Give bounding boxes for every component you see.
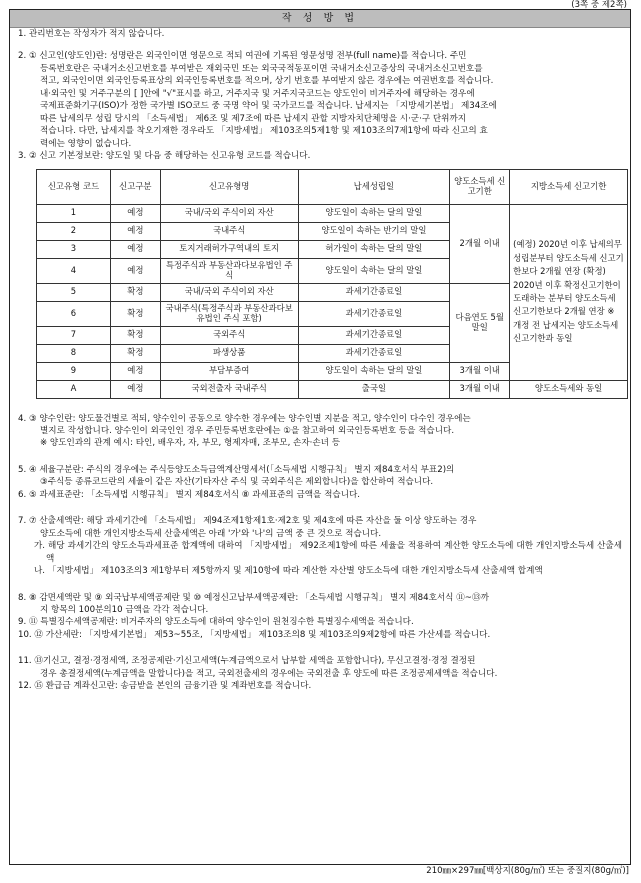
table-cell: 특정주식과 부동산과다보유법인 주식: [160, 258, 298, 283]
instruction-text: 따른 납세의무 성립 당시의 「소득세법」 제6조 및 제7조에 따른 납세지 관할 지방자치단체명을 시·군·구 단위까지: [40, 113, 467, 124]
table-cell: 1: [37, 204, 111, 222]
item-11: [18, 655, 622, 680]
column-header: 신고구분: [110, 169, 160, 204]
item-12: [18, 680, 622, 692]
instruction-text: 나. 「지방세법」 제103조의3 제1항부터 제5항까지 및 제10항에 따라 계산한 자산별 양도소득에 대한 개인지방소득세 산출세액 합계액: [34, 566, 543, 577]
table-cell: 양도일이 속하는 달의 말일: [298, 258, 450, 283]
item-5: [18, 464, 622, 489]
instruction-text: ⑧ 감면세액란 및 ⑨ 외국납부세액공제란 및 ⑩ 예정신고납부세액공제란: 「소득세법 시행규칙」 별지 제84호서식 ⑪~⑬까: [28, 592, 489, 603]
instructions-body: [10, 28, 630, 693]
item-8: [18, 592, 622, 617]
instruction-text: 지 항목의 100분의10 금액을 각각 적습니다.: [40, 604, 209, 615]
table-cell: 국내주식: [160, 222, 298, 240]
table-cell: 양도일이 속하는 반기의 말일: [298, 222, 450, 240]
instruction-text: 4.: [18, 413, 27, 424]
instruction-text: 10.: [18, 629, 32, 640]
table-cell: 양도일이 속하는 달의 말일: [298, 204, 450, 222]
table-cell: 과세기간종료일: [298, 344, 450, 362]
page-number: (3쪽 중 제2쪽): [571, 0, 627, 10]
instruction-text: ② 신고 기본정보란: 양도일 및 다음 중 해당하는 신고유형 코드를 적습니다.: [28, 151, 311, 162]
instruction-text: 적습니다. 다만, 납세지를 착오기재한 경우라도 「지방세법」 제103조의5제1항 및 제103조의7제1항에 따라 신고의 효: [40, 126, 488, 137]
table-cell: 8: [37, 344, 111, 362]
item-2: [18, 50, 622, 150]
item-7: [18, 515, 622, 577]
table-cell: 9: [37, 362, 111, 380]
instruction-text: 9.: [18, 617, 27, 628]
local-deadline-cell: 양도소득세와 동일: [510, 380, 628, 398]
instruction-text: 11.: [18, 656, 32, 667]
instruction-text: ⑬기신고, 결정·경정세액, 조정공제란·기신고세액(누계금액으로서 납부할 세액을 포함합니다), 무신고결정·경정 결정된: [34, 656, 476, 667]
instruction-text: ③주식등 종류코드란의 세율이 같은 자산(기타자산 주식 및 국외주식은 제외합니다)을 합산하여 적습니다.: [40, 477, 434, 488]
instruction-text: ⑮ 환급금 계좌신고란: 송금받을 본인의 금융기관 및 계좌번호를 적습니다.: [34, 681, 312, 692]
instruction-text: 양도소득에 대한 개인지방소득세 산출세액은 아래 '가'와 '나'의 금액 중 큰 것으로 적습니다.: [40, 528, 382, 539]
table-cell: 예정: [110, 240, 160, 258]
table-cell: 5: [37, 283, 111, 301]
instruction-text: ⑤ 과세표준란: 「소득세법 시행규칙」 별지 제84호서식 ⑧ 과세표준의 금액을 적습니다.: [28, 489, 361, 500]
instruction-text: [18, 515, 622, 527]
instruction-text: 8.: [18, 592, 27, 603]
table-cell: 양도일이 속하는 달의 말일: [298, 362, 450, 380]
table-cell: 예정: [110, 204, 160, 222]
table-cell: 국내/국외 주식이외 자산: [160, 283, 298, 301]
table-cell: 2: [37, 222, 111, 240]
table-cell: 예정: [110, 380, 160, 398]
table-cell: 3: [37, 240, 111, 258]
table-cell: 확정: [110, 344, 160, 362]
table-cell: 과세기간종료일: [298, 301, 450, 326]
table-row: [37, 380, 628, 398]
table-cell: 예정: [110, 258, 160, 283]
table-cell: 파생상품: [160, 344, 298, 362]
instruction-text: ① 신고인(양도인)란: 성명란은 외국인이면 영문으로 적되 여권에 기록된 영문성명 전부(full name)를 적습니다. 주민: [28, 51, 467, 62]
instruction-text: ③ 양수인란: 양도물건별로 적되, 양수인이 공동으로 양수한 경우에는 양수인별 지분을 적고, 양수인이 다수인 경우에는: [28, 413, 471, 424]
instruction-text: 7.: [18, 516, 27, 527]
instruction-text: [18, 592, 622, 604]
item-10: [18, 629, 622, 641]
instruction-text: [18, 655, 622, 667]
table-cell: 부담부증여: [160, 362, 298, 380]
document-title: 작 성 방 법: [10, 10, 630, 28]
instruction-text: [18, 413, 622, 425]
instruction-text: 국제표준화기구(ISO)가 정한 국가별 ISO코드 중 국명 약어 및 국가코드를 적습니다. 납세지는 「지방세기본법」 제34조에: [40, 101, 497, 112]
item-3: [18, 150, 622, 162]
item-9: [18, 616, 622, 628]
table-cell: 허가일이 속하는 달의 말일: [298, 240, 450, 258]
document-frame: [9, 9, 631, 865]
column-header: 신고유형명: [160, 169, 298, 204]
column-header: 지방소득세 신고기한: [510, 169, 628, 204]
instruction-text: [18, 50, 622, 62]
table-header-row: [37, 169, 628, 204]
instruction-text: ⑫ 가산세란: 「지방세기본법」 제53~55조, 「지방세법」 제103조의8 및 제103조의9제2항에 따른 가산세를 적습니다.: [34, 629, 491, 640]
item-6: [18, 489, 622, 501]
instruction-text: 6.: [18, 489, 27, 500]
paper-spec-footer: 210㎜×297㎜[백상지(80g/㎡) 또는 중질지(80g/㎡)]: [426, 865, 629, 876]
instruction-text: 별지로 작성합니다. 양수인이 외국인인 경우 주민등록번호란에는 ①을 참고하여 외국인등록번호 등을 적습니다.: [40, 425, 455, 436]
instruction-text: ⑦ 산출세액란: 해당 과세기간에 「소득세법」 제94조제1항제1호·제2호 및 제4호에 따른 자산을 둘 이상 양도하는 경우: [28, 516, 477, 527]
instruction-text: ④ 세율구분란: 주식의 경우에는 주식등양도소득금액계산명세서(「소득세법 시행규칙」 별지 제84호서식 부표2)의: [28, 464, 455, 475]
table-cell: 국외주식: [160, 326, 298, 344]
instruction-text: 12.: [18, 681, 32, 692]
instruction-text: ※ 양도인과의 관계 예시: 타인, 배우자, 자, 부모, 형제자매, 조부모, 손자·손녀 등: [40, 438, 341, 449]
table-cell: 과세기간종료일: [298, 326, 450, 344]
table-cell: 7: [37, 326, 111, 344]
table-cell: A: [37, 380, 111, 398]
table-cell: 확정: [110, 301, 160, 326]
table-cell: 국내주식(특정주식과 부동산과다보유법인 주식 포함): [160, 301, 298, 326]
table-cell: 확정: [110, 326, 160, 344]
instruction-text: 력에는 영향이 없습니다.: [40, 138, 132, 149]
instruction-text: 1.: [18, 29, 27, 39]
instruction-text: ⑪ 특별징수세액공제란: 비거주자의 양도소득에 대하여 양수인이 원천징수한 특별징수세액을 적습니다.: [28, 617, 414, 628]
instruction-text: 관리번호는 작성자가 적지 않습니다.: [28, 29, 165, 39]
instruction-text: 가. 해당 과세기간의 양도소득과세표준 합계액에 대하여 「지방세법」 제92조제1항에 따른 세율을 적용하여 계산한 양도소득에 대한 개인지방소득세 산출세액: [34, 541, 622, 564]
instruction-text: 5.: [18, 464, 27, 475]
table-cell: 확정: [110, 283, 160, 301]
instruction-text: 3.: [18, 151, 27, 162]
instruction-text: 2.: [18, 51, 27, 62]
deadline-cell: 3개월 이내: [450, 362, 510, 380]
local-deadline-cell: (예정) 2020년 이후 납세의무성립분부터 양도소득세 신고기한보다 2개월 연장 (확정) 2020년 이후 확정신고기한이 도래하는 분부터 양도소득세 신고기한보다 2개월 연장 ※ 개정 전 납세지는 양도소득세 신고기한과 동일: [510, 204, 628, 380]
column-header: 납세성립일: [298, 169, 450, 204]
deadline-cell: 다음연도 5월말일: [450, 283, 510, 362]
instruction-text: 등록번호란은 국내거소신고번호를 부여받은 재외국민 또는 외국국적동포이면 국내거소신고증상의 국내거소신고번호를: [40, 63, 483, 74]
table-row: [37, 204, 628, 222]
item-1: [18, 28, 622, 40]
item-4: [18, 413, 622, 450]
table-cell: 6: [37, 301, 111, 326]
column-header: 양도소득세 신고기한: [450, 169, 510, 204]
deadline-cell: 2개월 이내: [450, 204, 510, 283]
column-header: 신고유형 코드: [37, 169, 111, 204]
table-cell: 토지거래허가구역내의 토지: [160, 240, 298, 258]
instruction-text: 적고, 외국인이면 외국인등록표상의 외국인등록번호를 적으며, 상기 번호를 부여받지 않은 경우에는 여권번호를 적습니다.: [40, 76, 494, 87]
report-type-code-table: [36, 169, 628, 399]
instruction-text: 경우 총결정세액(누계금액을 말합니다)을 적고, 국외전출세의 경우에는 국외전출 후 양도에 따른 조정공제세액을 적습니다.: [40, 668, 498, 679]
table-cell: 예정: [110, 222, 160, 240]
table-cell: 4: [37, 258, 111, 283]
table-cell: 국외전출자 국내주식: [160, 380, 298, 398]
table-cell: 출국일: [298, 380, 450, 398]
deadline-cell: 3개월 이내: [450, 380, 510, 398]
table-cell: 과세기간종료일: [298, 283, 450, 301]
table-cell: 국내/국외 주식이외 자산: [160, 204, 298, 222]
instruction-text: [18, 464, 622, 476]
table-cell: 예정: [110, 362, 160, 380]
instruction-text: 내·외국인 및 거주구분의 [ ]안에 "√"표시를 하고, 거주지국 및 거주지국코드는 양도인이 비거주자에 해당하는 경우에: [40, 88, 475, 99]
